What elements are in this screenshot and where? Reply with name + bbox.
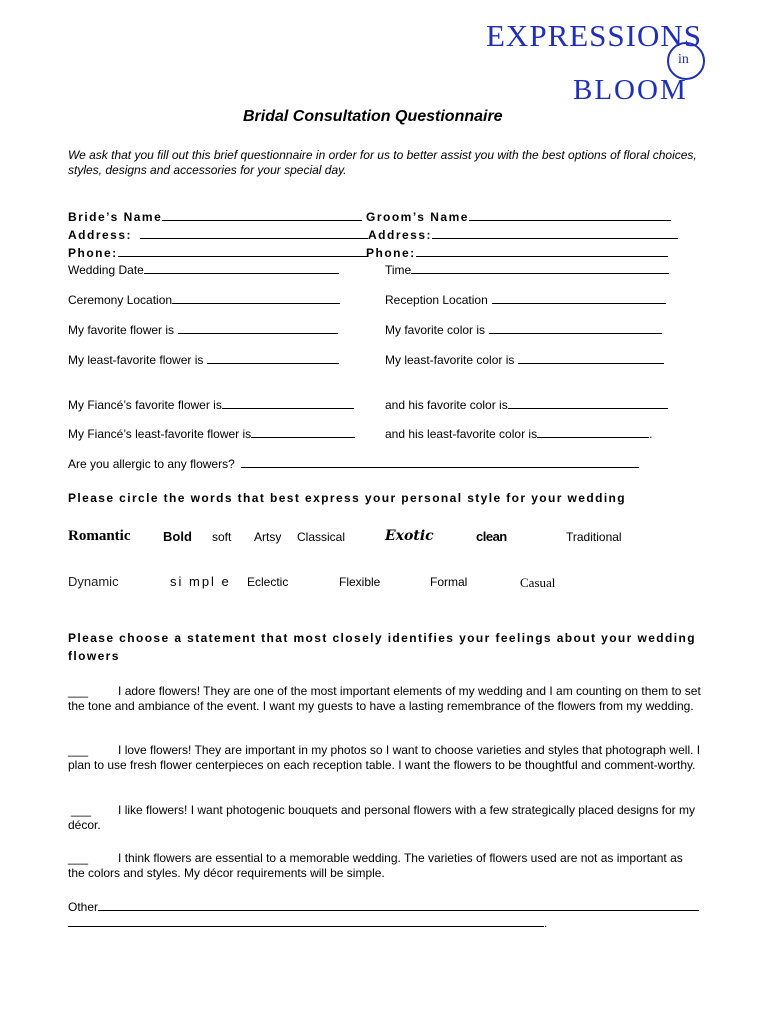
- style-word-casual[interactable]: Casual: [520, 575, 556, 590]
- least-flower-row: [68, 352, 339, 367]
- wedding-date-row: [68, 262, 339, 277]
- style-word-simple[interactable]: si mpl e: [170, 574, 231, 589]
- style-word-bold[interactable]: Bold: [163, 529, 192, 544]
- ceremony-location-label: Ceremony Location: [68, 293, 173, 307]
- least-flower-line[interactable]: [207, 352, 339, 364]
- time-line[interactable]: [411, 262, 669, 274]
- favorite-color-row: [385, 322, 662, 337]
- address-right-label: Address:: [368, 228, 433, 242]
- favorite-flower-label: My favorite flower is: [68, 323, 175, 337]
- style-word-soft[interactable]: soft: [212, 530, 232, 544]
- fiance-color-row: [385, 397, 668, 412]
- favorite-flower-row: [68, 322, 338, 337]
- statement-3: [68, 803, 702, 833]
- phone-right-label: Phone:: [366, 246, 416, 260]
- address-left-label: Address:: [68, 228, 133, 242]
- phone-left-row: [68, 245, 368, 260]
- statement-2-text: I love flowers! They are important in my photos so I want to choose varieties and styles that photograph well. I plan to use fresh flower centerpieces on each reception table. I want the flowers to be thoughtful and comment-worthy.: [68, 743, 701, 772]
- ceremony-location-line[interactable]: [172, 292, 340, 304]
- grooms-name-row: [366, 209, 671, 224]
- address-left-line[interactable]: [140, 227, 368, 239]
- fiance-flower-label: My Fiancé’s favorite flower is: [68, 398, 222, 412]
- ceremony-location-row: [68, 292, 340, 307]
- time-row: [385, 262, 669, 277]
- style-word-flexible[interactable]: Flexible: [339, 575, 381, 589]
- fiance-least-color-line[interactable]: [537, 426, 649, 438]
- fiance-color-label: and his favorite color is: [385, 398, 508, 412]
- allergic-line[interactable]: [241, 456, 639, 468]
- address-right-line[interactable]: [432, 227, 678, 239]
- intro-text: We ask that you fill out this brief questionnaire in order for us to better assist you with the best options of floral choices, styles, designs and accessories for your special day.: [68, 148, 697, 177]
- allergic-row: [68, 456, 639, 471]
- statement-4-text: I think flowers are essential to a memorable wedding. The varieties of flowers used are not as important as the colors and styles. My décor requirements will be simple.: [68, 851, 683, 880]
- other-line-2[interactable]: [68, 915, 544, 927]
- reception-location-row: [385, 292, 666, 307]
- allergic-label: Are you allergic to any flowers?: [68, 457, 235, 471]
- time-label: Time: [385, 263, 412, 277]
- style-word-formal[interactable]: Formal: [430, 575, 468, 589]
- least-flower-label: My least-favorite flower is: [68, 353, 204, 367]
- phone-left-label: Phone:: [68, 246, 118, 260]
- statement-3-text: I like flowers! I want photogenic bouquets and personal flowers with a few strategically placed designs for my décor.: [68, 803, 695, 832]
- page-title: Bridal Consultation Questionnaire: [243, 108, 503, 125]
- style-word-dynamic[interactable]: Dynamic: [68, 574, 119, 589]
- statement-heading-line1: Please choose a statement that most closely identifies your feelings about your wedding: [68, 631, 696, 645]
- fiance-least-color-row: [385, 426, 652, 441]
- brides-name-label: Bride’s Name: [68, 210, 163, 224]
- reception-location-line[interactable]: [492, 292, 666, 304]
- fiance-least-flower-label: My Fiancé’s least-favorite flower is: [68, 427, 252, 441]
- other-line-1[interactable]: [98, 899, 699, 911]
- favorite-color-line[interactable]: [489, 322, 662, 334]
- favorite-color-label: My favorite color is: [385, 323, 486, 337]
- statement-heading-line2: flowers: [68, 649, 120, 663]
- logo-expressions: EXPRESSIONS: [486, 18, 702, 53]
- style-word-eclectic[interactable]: Eclectic: [247, 575, 289, 589]
- other-label: Other: [68, 900, 99, 914]
- wedding-date-label: Wedding Date: [68, 263, 144, 277]
- fiance-color-line[interactable]: [508, 397, 668, 409]
- other-end: .: [544, 916, 548, 930]
- reception-location-label: Reception Location: [385, 293, 488, 307]
- phone-right-row: [366, 245, 668, 260]
- other-row-2: [68, 915, 547, 930]
- statement-4: [68, 851, 702, 881]
- logo-in: in: [678, 52, 689, 67]
- address-right-row: [368, 227, 678, 242]
- fiance-flower-row: [68, 397, 354, 412]
- style-word-clean[interactable]: clean: [476, 529, 507, 544]
- favorite-flower-line[interactable]: [178, 322, 338, 334]
- fiance-flower-line[interactable]: [222, 397, 354, 409]
- fiance-least-color-label: and his least-favorite color is: [385, 427, 538, 441]
- statement-1-text: I adore flowers! They are one of the most important elements of my wedding and I am counting on them to set the tone and ambiance of the event. I want my guests to have a lasting remembrance of the flowers from my wedding.: [68, 684, 701, 713]
- statement-4-blank[interactable]: ___: [68, 851, 89, 865]
- style-word-traditional[interactable]: Traditional: [566, 530, 622, 544]
- brides-name-row: [68, 209, 362, 224]
- statement-2-blank[interactable]: ___: [68, 743, 89, 757]
- least-color-line[interactable]: [518, 352, 664, 364]
- phone-right-line[interactable]: [416, 245, 668, 257]
- brides-name-line[interactable]: [162, 209, 362, 221]
- address-left-row: [68, 227, 368, 242]
- least-color-label: My least-favorite color is: [385, 353, 515, 367]
- style-word-exotic[interactable]: Exotic: [385, 528, 434, 544]
- grooms-name-line[interactable]: [469, 209, 671, 221]
- style-heading: Please circle the words that best express your personal style for your wedding: [68, 491, 627, 505]
- logo-bloom: BLOOM: [573, 74, 688, 106]
- statement-1: [68, 684, 702, 714]
- phone-left-line[interactable]: [118, 245, 368, 257]
- least-color-row: [385, 352, 664, 367]
- statement-1-blank[interactable]: ___: [68, 684, 89, 698]
- style-word-classical[interactable]: Classical: [297, 530, 346, 544]
- other-row: [68, 899, 699, 914]
- fiance-least-flower-row: [68, 426, 355, 441]
- statement-2: [68, 743, 702, 773]
- fiance-least-flower-line[interactable]: [251, 426, 355, 438]
- grooms-name-label: Groom’s Name: [366, 210, 469, 224]
- style-word-artsy[interactable]: Artsy: [254, 530, 282, 544]
- style-word-romantic[interactable]: Romantic: [68, 528, 131, 544]
- fiance-least-color-end: .: [649, 427, 653, 441]
- statement-3-blank[interactable]: ___: [71, 803, 92, 817]
- wedding-date-line[interactable]: [144, 262, 339, 274]
